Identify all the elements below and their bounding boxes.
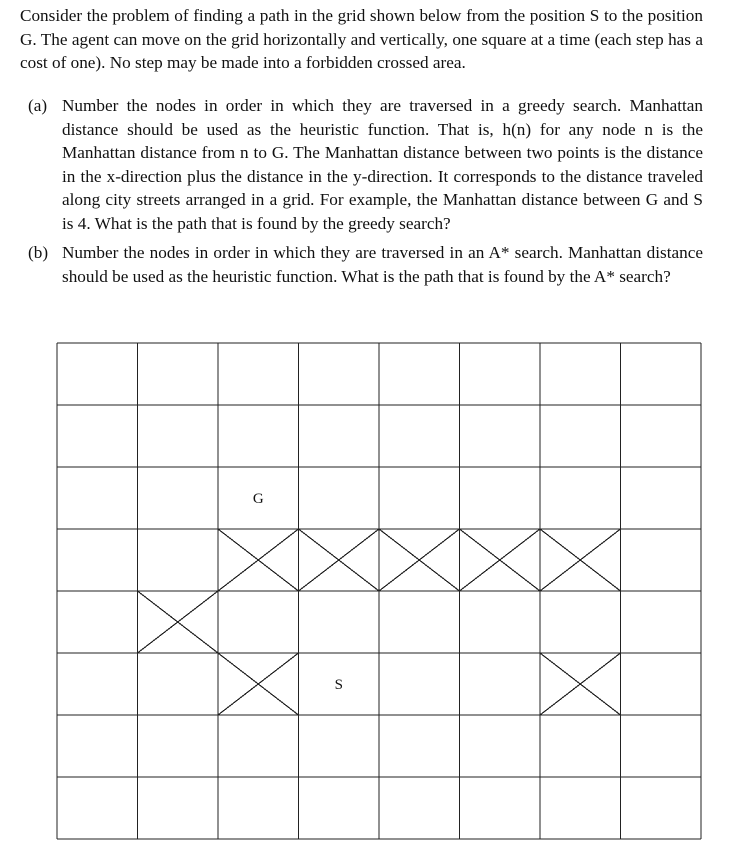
- part-b-label: (b): [28, 243, 49, 262]
- part-a: [28, 94, 703, 235]
- search-grid: [56, 342, 704, 843]
- part-a-text: Number the nodes in order in which they are traversed in a greedy search. Manhattan distance should be used as the heuristic function. That is, h(n) for any node n is the Manhattan distance from n to G. The Manhattan distance between two points is the distance in the x-direction plus the distance in the y-direction. It corresponds to the distance traveled along city streets arranged in a grid. For example, the Manhattan distance between G and S is 4. What is the path that is found by the greedy search?: [62, 96, 703, 233]
- part-b: [28, 241, 703, 288]
- goal-label: G: [252, 491, 264, 507]
- part-a-label: (a): [28, 96, 48, 115]
- start-label: S: [334, 677, 343, 693]
- part-b-text: Number the nodes in order in which they are traversed in an A* search. Manhattan distance should be used as the heuristic function. What is the path that is found by the A* search?: [62, 243, 703, 286]
- problem-intro: Consider the problem of finding a path in the grid shown below from the position S to the position G. The agent can move on the grid horizontally and vertically, one square at a time (each step has a cost of one). No step may be made into a forbidden crossed area.: [20, 6, 703, 72]
